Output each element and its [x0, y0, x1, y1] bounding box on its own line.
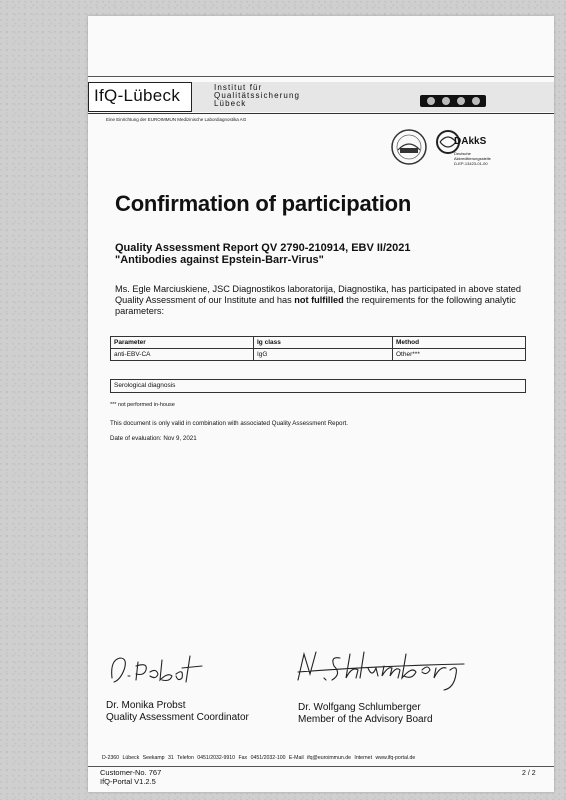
footer-address: D-2360 Lübeck Seekamp 31 Telefon 0451/2032-9910 Fax 0451/2032-100 E-Mail ifq@euroimmun.de Internet www.ifq-portal.de	[102, 755, 416, 761]
validity-note: This document is only valid in combination with associated Quality Assessment Report.	[110, 420, 348, 427]
table-cell: IgG	[254, 349, 393, 361]
footnote: *** not performed in-house	[110, 402, 175, 408]
logo-text: IfQ-Lübeck	[94, 86, 181, 105]
institute-line: Institut für	[214, 83, 263, 92]
dakks-line: D-EP-13423-01-00	[454, 160, 488, 166]
table-cell: Other***	[393, 349, 526, 361]
statement-emphasis: not fulfilled	[294, 295, 344, 305]
column-header: Method	[393, 337, 526, 349]
accreditation-seal-icon	[390, 128, 428, 166]
report-reference: Quality Assessment Report QV 2790-210914, EBV II/2021	[115, 242, 411, 254]
dakks-line: Akkreditierungsstelle	[454, 155, 491, 161]
signature-probst-icon	[106, 648, 226, 692]
diagnosis-box: Serological diagnosis	[110, 379, 526, 393]
footer-rule	[88, 766, 554, 767]
header-subline: Eine Einrichtung der EUROIMMUN Medizinische Labordiagnostika AG	[106, 117, 247, 122]
institute-line: Qualitätssicherung	[214, 91, 301, 100]
institute-line: Lübeck	[214, 99, 247, 108]
statement-text: Ms. Egle Marciuskiene, JSC Diagnostikos laboratorija, Diagnostika, has participated in above stated Quality Assessment of our Institute and has	[115, 284, 521, 305]
parameters-table	[110, 336, 526, 361]
participation-statement	[115, 284, 533, 317]
header-dots-icon	[420, 95, 486, 107]
table-cell: anti-EBV-CA	[111, 349, 254, 361]
column-header: Ig class	[254, 337, 393, 349]
header-bottom-rule	[88, 113, 554, 114]
header-top-rule	[88, 76, 554, 77]
signature-schlumberger-icon	[294, 644, 470, 692]
portal-version: IfQ-Portal V1.2.5	[100, 776, 156, 786]
signatory-name: Dr. Wolfgang Schlumberger	[298, 702, 421, 713]
report-subject: "Antibodies against Epstein-Barr-Virus"	[115, 254, 324, 266]
signatory-role: Member of the Advisory Board	[298, 714, 433, 725]
table-row	[111, 349, 526, 361]
signatory-right	[298, 702, 433, 726]
customer-number: Customer-No. 767	[100, 768, 162, 777]
evaluation-date: Date of evaluation: Nov 9, 2021	[110, 435, 197, 442]
certificate-page	[88, 16, 554, 792]
signatory-name: Dr. Monika Probst	[106, 700, 186, 711]
dakks-details	[454, 152, 514, 166]
institute-name	[214, 84, 354, 108]
table-header-row	[111, 337, 526, 349]
signatory-left	[106, 700, 249, 724]
statement-text: the requirements for the following analytic parameters:	[115, 295, 516, 316]
column-header: Parameter	[111, 337, 254, 349]
signatory-role: Quality Assessment Coordinator	[106, 712, 249, 723]
customer-info	[100, 769, 161, 786]
page-number: 2 / 2	[522, 770, 536, 777]
dakks-line: Deutsche	[454, 151, 471, 156]
dakks-name: DAkkS	[454, 136, 487, 147]
page-title: Confirmation of participation	[115, 191, 412, 216]
